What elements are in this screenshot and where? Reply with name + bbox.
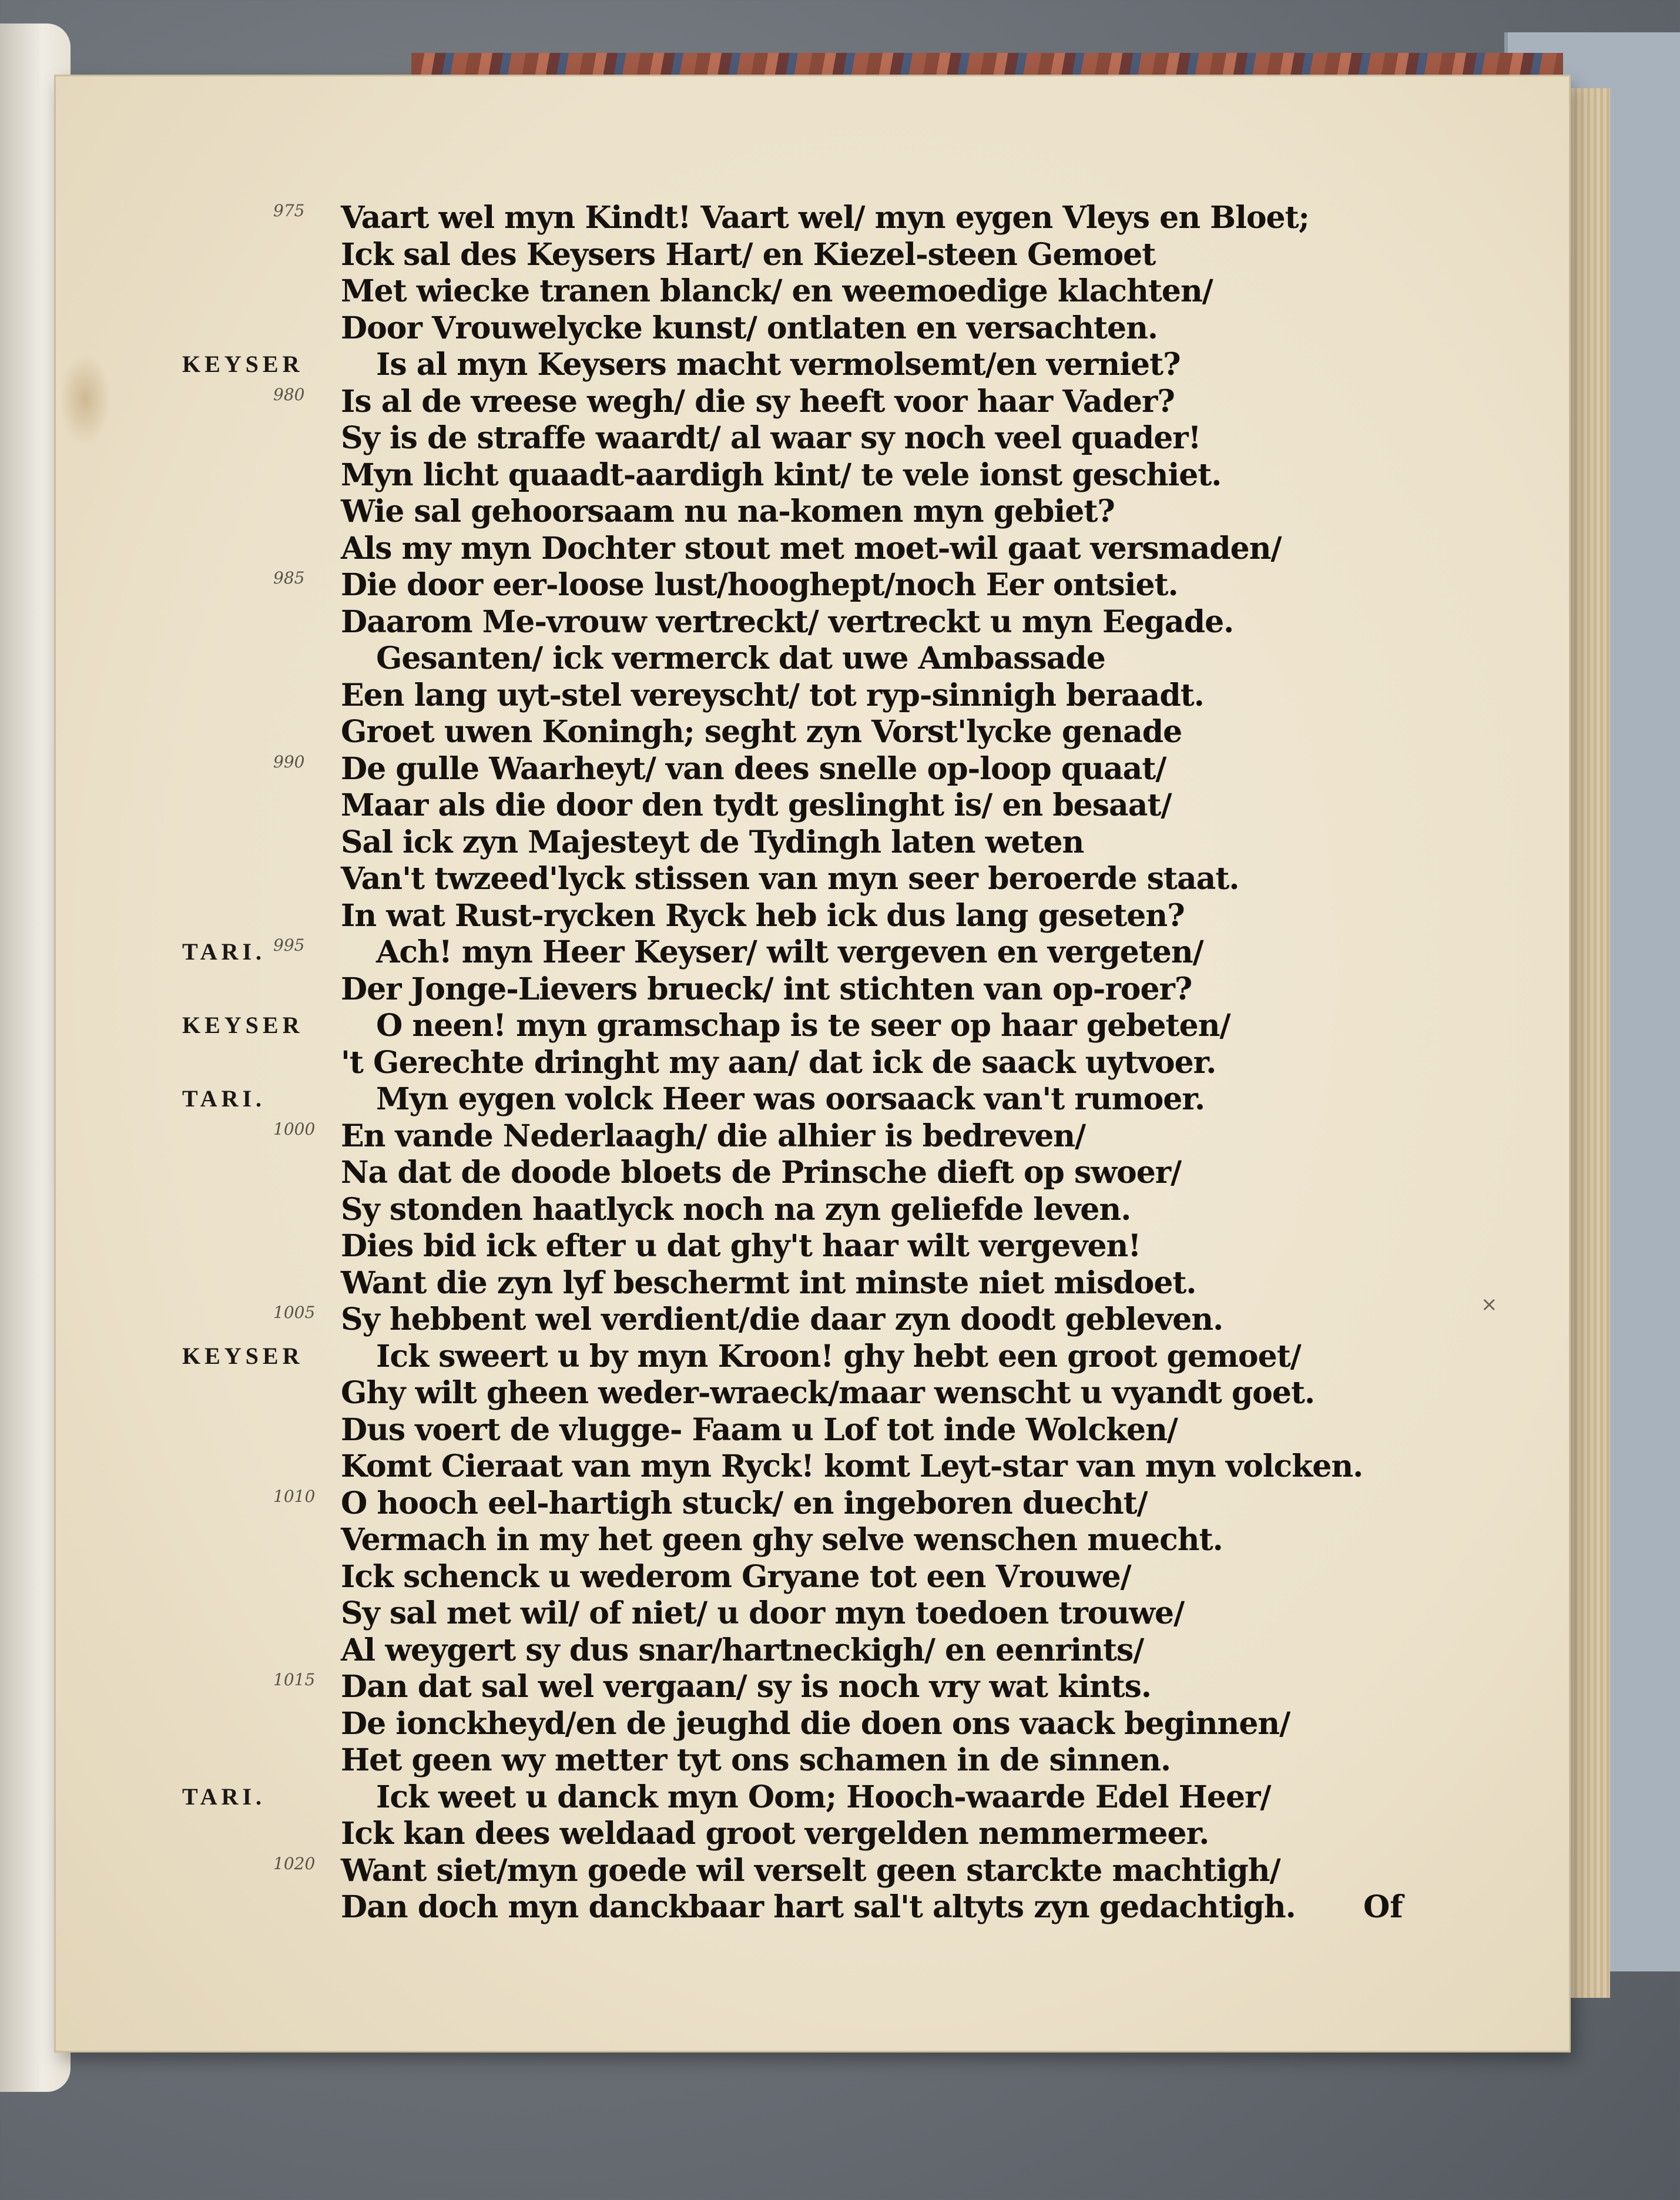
- verse-text: De ionckheyd/en de jeughd die doen ons vaack beginnen/: [341, 1705, 1290, 1742]
- verse-text: Een lang uyt-stel vereyscht/ tot ryp-sinnigh beraadt.: [341, 677, 1204, 713]
- verse-text: En vande Nederlaagh/ die alhier is bedreven/: [341, 1118, 1086, 1154]
- verse-line: [56, 1045, 1569, 1082]
- verse-line: [56, 1816, 1569, 1853]
- verse-text: Komt Cieraat van myn Ryck! komt Leyt-star van myn volcken.: [341, 1448, 1363, 1484]
- verse-text: O hooch eel-hartigh stuck/ en ingeboren duecht/: [341, 1485, 1148, 1521]
- verse-line: [56, 273, 1569, 310]
- verse-text: In wat Rust-rycken Ryck heb ick dus lang geseten?: [341, 897, 1185, 934]
- book-page: [56, 76, 1569, 2051]
- verse-text: Van't twzeed'lyck stissen van myn seer beroerde staat.: [341, 861, 1239, 897]
- verse-line: [56, 1742, 1569, 1779]
- verse-line: [56, 1779, 1569, 1816]
- verse-line: [56, 494, 1569, 531]
- verse-text: Want die zyn lyf beschermt int minste niet misdoet.: [341, 1265, 1196, 1301]
- verse-text: Ach! myn Heer Keyser/ wilt vergeven en vergeten/: [376, 934, 1203, 970]
- verse-text: 't Gerechte dringht my aan/ dat ick de saack uytvoer.: [341, 1044, 1216, 1081]
- verse-text: Sy sal met wil/ of niet/ u door myn toedoen trouwe/: [341, 1595, 1185, 1631]
- verse-line: [56, 640, 1569, 678]
- speaker-label: KEYSER: [182, 1342, 304, 1369]
- speaker-label: KEYSER: [182, 351, 304, 377]
- verse-text: Want siet/myn goede wil verselt geen starckte machtigh/: [341, 1852, 1280, 1889]
- verse-text: Dan doch myn danckbaar hart sal't altyts zyn gedachtigh.: [341, 1889, 1296, 1925]
- verse-text: Vaart wel myn Kindt! Vaart wel/ myn eygen Vleys en Bloet;: [341, 200, 1309, 236]
- line-number: 985: [273, 568, 305, 588]
- verse-text: Myn licht quaadt-aardigh kint/ te vele ionst geschiet.: [341, 457, 1222, 493]
- verse-text: Groet uwen Koningh; seght zyn Vorst'lycke genade: [341, 714, 1182, 750]
- verse-line: [56, 1522, 1569, 1559]
- verse-text: Sy hebbent wel verdient/die daar zyn doodt gebleven.: [341, 1302, 1223, 1337]
- verse-line: [56, 934, 1569, 971]
- speaker-label: TARI.: [182, 938, 266, 965]
- line-number: 1010: [273, 1486, 316, 1506]
- verse-line: [56, 1265, 1569, 1302]
- verse-text: Sy stonden haatlyck noch na zyn geliefde leven.: [341, 1191, 1131, 1228]
- margin-mark: ×: [1481, 1293, 1498, 1316]
- verse-text: Ick sal des Keysers Hart/ en Kiezel-steen Gemoet: [341, 236, 1156, 273]
- verse-text: Door Vrouwelycke kunst/ ontlaten en versachten.: [341, 310, 1158, 346]
- verse-line: [56, 1339, 1569, 1376]
- verse-line: [56, 384, 1569, 421]
- verse-line: [56, 420, 1569, 457]
- verse-line: [56, 347, 1569, 384]
- verse-line: [56, 1889, 1569, 1926]
- verse-text: O neen! myn gramschap is te seer op haar gebeten/: [376, 1008, 1230, 1044]
- verse-line: [56, 1118, 1569, 1155]
- line-number: 1015: [273, 1670, 316, 1689]
- verse-text: Gesanten/ ick vermerck dat uwe Ambassade: [376, 640, 1105, 676]
- verse-text: Daarom Me-vrouw vertreckt/ vertreckt u myn Eegade.: [341, 603, 1234, 640]
- verse-line: [56, 457, 1569, 494]
- verse-text: De gulle Waarheyt/ van dees snelle op-loop quaat/: [341, 750, 1166, 787]
- catchword: Of: [1363, 1889, 1403, 1925]
- speaker-label: TARI.: [182, 1783, 266, 1810]
- verse-line: [56, 861, 1569, 898]
- line-number: 1000: [273, 1119, 316, 1139]
- verse-text: Die door eer-loose lust/hooghept/noch Eer ontsiet.: [341, 567, 1178, 603]
- verse-line: [56, 310, 1569, 347]
- verse-line: [56, 714, 1569, 751]
- verse-text: Is al myn Keysers macht vermolsemt/en verniet?: [376, 347, 1181, 383]
- verse-text: Dus voert de vlugge- Faam u Lof tot inde Wolcken/: [341, 1411, 1178, 1448]
- verse-text: Is al de vreese wegh/ die sy heeft voor haar Vader?: [341, 383, 1175, 420]
- verse-line: [56, 824, 1569, 861]
- verse-text: Ghy wilt gheen weder-wraeck/maar wenscht u vyandt goet.: [341, 1375, 1315, 1411]
- line-number: 995: [273, 935, 305, 955]
- verse-line: [56, 1485, 1569, 1522]
- verse-text: Vermach in my het geen ghy selve wenschen muecht.: [341, 1522, 1223, 1558]
- verse-text: Dies bid ick efter u dat ghy't haar wilt vergeven!: [341, 1228, 1141, 1264]
- verse-text: Ick sweert u by myn Kroon! ghy hebt een groot gemoet/: [376, 1338, 1301, 1374]
- verse-line: [56, 200, 1569, 237]
- verse-line: [56, 1412, 1569, 1449]
- verse-text: Sy is de straffe waardt/ al waar sy noch veel quader!: [341, 420, 1201, 456]
- verse-text: Het geen wy metter tyt ons schamen in de sinnen.: [341, 1742, 1171, 1778]
- verse-line: [56, 678, 1569, 715]
- verse-line: [56, 1706, 1569, 1743]
- verse-line: [56, 1559, 1569, 1596]
- speaker-label: TARI.: [182, 1085, 266, 1112]
- verse-line: [56, 1375, 1569, 1412]
- verse-line: [56, 787, 1569, 824]
- verse-text: Al weygert sy dus snar/hartneckigh/ en eenrints/: [341, 1632, 1144, 1668]
- verse-line: [56, 751, 1569, 788]
- verse-text: Dan dat sal wel vergaan/ sy is noch vry wat kints.: [341, 1669, 1152, 1705]
- verse-text: Na dat de doode bloets de Prinsche dieft op swoer/: [341, 1155, 1182, 1190]
- verse-line: [56, 1192, 1569, 1229]
- verse-line: [56, 1081, 1569, 1118]
- verse-line: [56, 1228, 1569, 1265]
- verse-text: Ick weet u danck myn Oom; Hooch-waarde Edel Heer/: [376, 1779, 1271, 1815]
- verse-line: [56, 1008, 1569, 1045]
- line-number: 1005: [273, 1303, 316, 1322]
- verse-line: [56, 898, 1569, 935]
- verse-line: [56, 1632, 1569, 1669]
- verse-line: [56, 1853, 1569, 1890]
- verse-line: [56, 237, 1569, 274]
- verse-text: Myn eygen volck Heer was oorsaack van't rumoer.: [376, 1081, 1205, 1117]
- verse-text: Wie sal gehoorsaam nu na-komen myn gebiet?: [341, 494, 1115, 529]
- verse-line: [56, 604, 1569, 641]
- verse-line: [56, 531, 1569, 568]
- line-number: 980: [273, 384, 305, 404]
- line-number: 1020: [273, 1853, 316, 1873]
- line-number: 990: [273, 752, 305, 772]
- verse-line: [56, 1155, 1569, 1192]
- verse-text: Als my myn Dochter stout met moet-wil gaat versmaden/: [341, 530, 1282, 566]
- verse-line: [56, 1595, 1569, 1632]
- verse-line: [56, 567, 1569, 604]
- verse-text: Maar als die door den tydt geslinght is/ en besaat/: [341, 787, 1172, 823]
- verse-text: Sal ick zyn Majesteyt de Tydingh laten weten: [341, 824, 1084, 860]
- verse-text: Met wiecke tranen blanck/ en weemoedige klachten/: [341, 273, 1213, 309]
- verse-text: Der Jonge-Lievers brueck/ int stichten van op-roer?: [341, 971, 1192, 1007]
- verse-line: [56, 1448, 1569, 1485]
- line-number: 975: [273, 201, 305, 220]
- verse-block: [56, 200, 1569, 1926]
- speaker-label: KEYSER: [182, 1012, 304, 1038]
- verse-line: [56, 971, 1569, 1008]
- verse-line: [56, 1669, 1569, 1706]
- verse-text: Ick kan dees weldaad groot vergelden nemmermeer.: [341, 1816, 1209, 1852]
- verse-line: [56, 1302, 1569, 1339]
- verse-text: Ick schenck u wederom Gryane tot een Vrouwe/: [341, 1558, 1131, 1595]
